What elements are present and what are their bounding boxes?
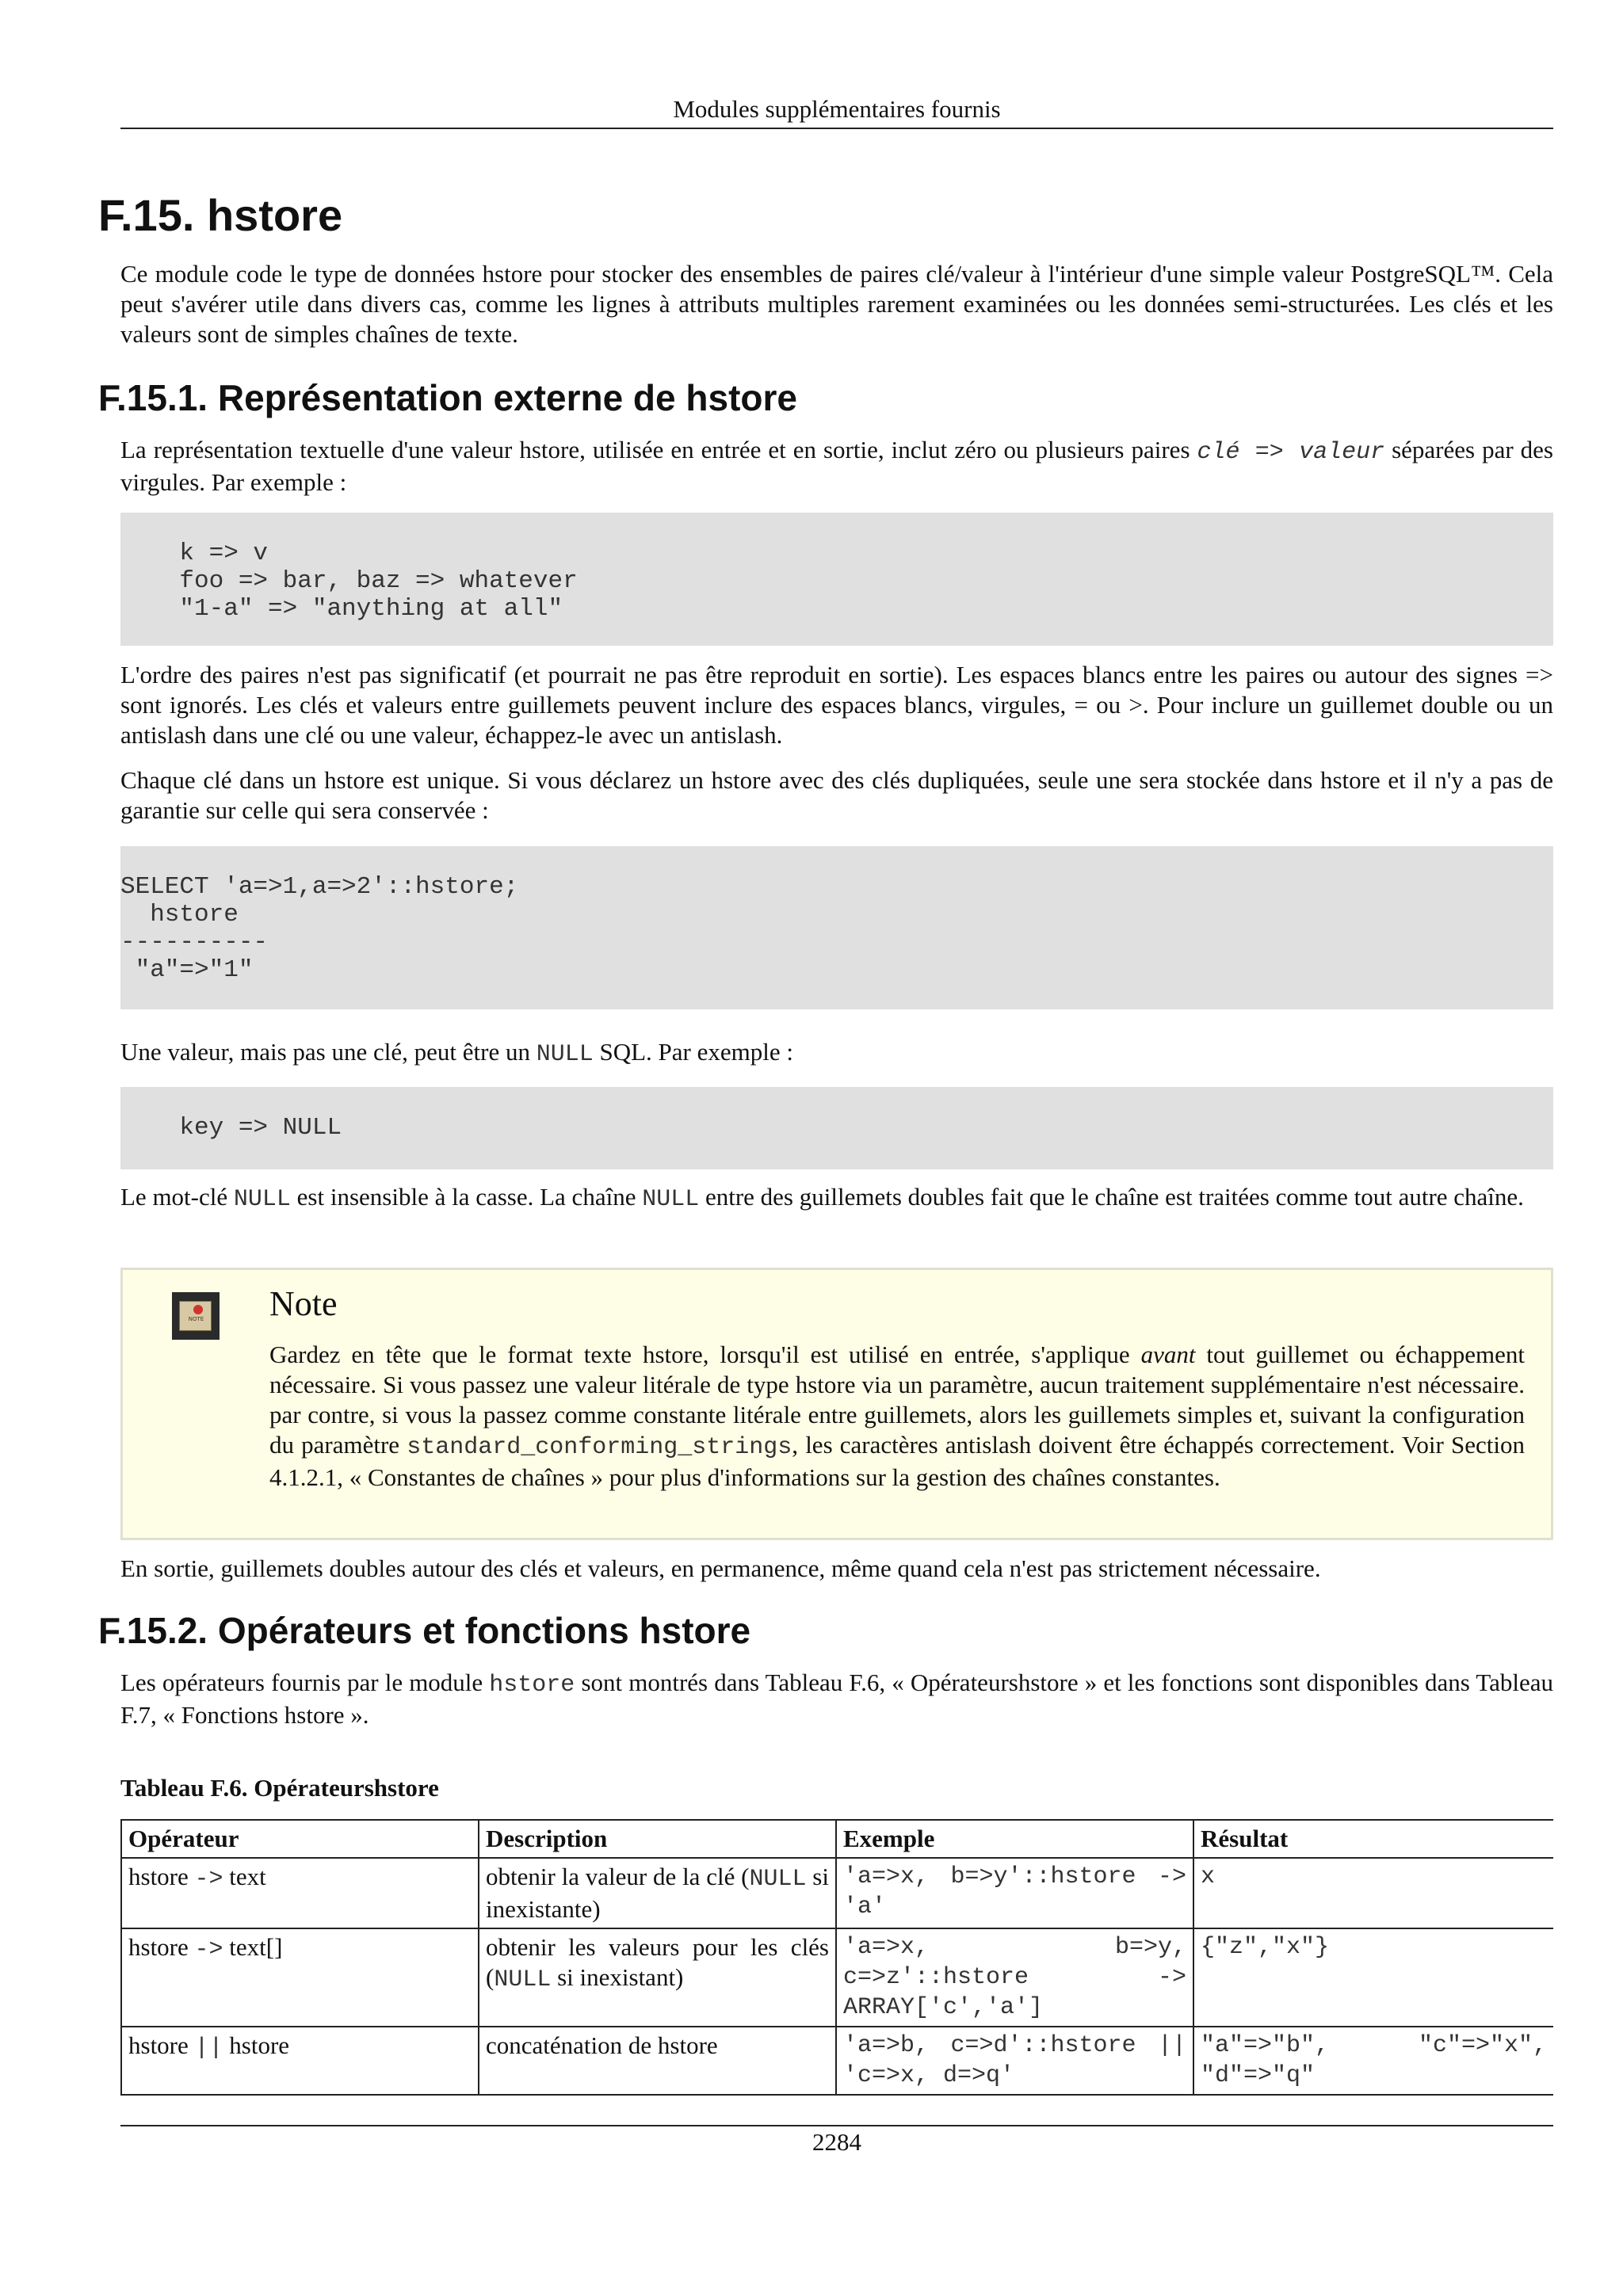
inline-code-parameter: standard_conforming_strings <box>407 1434 792 1461</box>
description-cell: obtenir les valeurs pour les clés (NULL si inexistant) <box>479 1928 836 2027</box>
note-icon: NOTE <box>172 1292 220 1340</box>
column-header: Description <box>479 1820 836 1858</box>
note-title: Note <box>269 1284 338 1323</box>
page-number: 2284 <box>812 2128 861 2156</box>
paragraph-null-value: Une valeur, mais pas une clé, peut être un NULL SQL. Par exemple : <box>120 1038 793 1068</box>
note-body: Gardez en tête que le format texte hstore, lorsqu'il est utilisé en entrée, s'applique avant tout guillemet ou échappement nécessaire. Si vous passez une valeur litérale de type hstore via un paramètre, aucun traitement supplémentaire n'est nécessaire. par contre, si vous la passez comme constante litérale entre guillemets, alors les guillemets simples et, suivant la configuration du paramètre standard_conforming_strings, les caractères antislash doivent être échappés correctement. Voir Section 4.1.2.1, « Constantes de chaînes » pour plus d'informations sur la gestion des chaînes constantes. <box>269 1341 1525 1491</box>
result-cell: "a"=>"b", "c"=>"x", "d"=>"q" <box>1193 2027 1553 2095</box>
description-cell: concaténation de hstore <box>479 2027 836 2095</box>
section-title: F.15. hstore <box>98 190 343 240</box>
operators-table-clip <box>120 1819 1553 2123</box>
operators-table <box>120 1819 1553 2096</box>
column-header: Résultat <box>1193 1820 1553 1858</box>
table-row <box>121 1928 1553 2027</box>
table-header-row <box>121 1820 1553 1858</box>
section-intro: Ce module code le type de données hstore pour stocker des ensembles de paires clé/valeur à l'intérieur d'une simple valeur PostgreSQL™. Cela peut s'avérer utile dans divers cas, comme les lignes à attributs multiples rarement examinées ou les données semi-structurées. Les clés et les valeurs sont de simples chaînes de texte. <box>120 260 1553 348</box>
code-block-null: key => NULL <box>120 1087 1553 1169</box>
column-header: Exemple <box>836 1820 1193 1858</box>
table-row <box>121 2027 1553 2095</box>
code-block-examples: k => v foo => bar, baz => whatever "1-a" => "anything at all" <box>120 513 1553 646</box>
running-header: Modules supplémentaires fournis <box>673 95 1001 123</box>
operator-cell: hstore || hstore <box>121 2027 479 2095</box>
example-cell: 'a=>x, b=>y'::hstore -> 'a' <box>836 1858 1193 1928</box>
paragraph-representation: La représentation textuelle d'une valeur hstore, utilisée en entrée et en sortie, inclut zéro ou plusieurs paires clé => valeur séparées par des virgules. Par exemple : <box>120 436 1553 496</box>
paragraph-operators-intro: Les opérateurs fournis par le module hstore sont montrés dans Tableau F.6, « Opérateurshstore » et les fonctions sont disponibles dans Tableau F.7, « Fonctions hstore ». <box>120 1669 1553 1729</box>
operator-cell: hstore -> text[] <box>121 1928 479 2027</box>
inline-code-null: NULL <box>536 1041 594 1068</box>
table-caption: Tableau F.6. Opérateurshstore <box>120 1774 439 1802</box>
subsection-title-operators: F.15.2. Opérateurs et fonctions hstore <box>98 1610 751 1651</box>
header-rule <box>120 128 1553 129</box>
code-block-select: SELECT 'a=>1,a=>2'::hstore; hstore ---------- "a"=>"1" <box>120 846 1553 1009</box>
description-cell: obtenir la valeur de la clé (NULL si inexistante) <box>479 1858 836 1928</box>
subsection-title-external-representation: F.15.1. Représentation externe de hstore <box>98 377 797 418</box>
example-cell: 'a=>x, b=>y, c=>z'::hstore -> ARRAY['c','a'] <box>836 1928 1193 2027</box>
result-cell: x <box>1193 1858 1553 1928</box>
operator-cell: hstore -> text <box>121 1858 479 1928</box>
paragraph-null-keyword: Le mot-clé NULL est insensible à la casse. La chaîne NULL entre des guillemets doubles fait que le chaîne est traitées comme tout autre chaîne. <box>120 1183 1524 1213</box>
paragraph-pair-order: L'ordre des paires n'est pas significatif (et pourrait ne pas être reproduit en sortie). Les espaces blancs entre les paires ou autour des signes => sont ignorés. Les clés et valeurs entre guillemets peuvent inclure des espaces blancs, virgules, = ou >. Pour inclure un guillemet double ou un antislash dans une clé ou une valeur, échappez-le avec un antislash. <box>120 661 1553 749</box>
column-header: Opérateur <box>121 1820 479 1858</box>
result-cell: {"z","x"} <box>1193 1928 1553 2027</box>
paragraph-output-quotes: En sortie, guillemets doubles autour des clés et valeurs, en permanence, même quand cela n'est pas strictement nécessaire. <box>120 1554 1321 1582</box>
example-cell: 'a=>b, c=>d'::hstore || 'c=>x, d=>q' <box>836 2027 1193 2095</box>
table-row <box>121 1858 1553 1928</box>
inline-code-key: clé <box>1197 439 1240 466</box>
inline-code-value: valeur <box>1299 439 1385 466</box>
note-box <box>120 1268 1553 1540</box>
paragraph-unique-keys: Chaque clé dans un hstore est unique. Si vous déclarez un hstore avec des clés dupliquées, seule une sera stockée dans hstore et il n'y a pas de garantie sur celle qui sera conservée : <box>120 766 1553 824</box>
